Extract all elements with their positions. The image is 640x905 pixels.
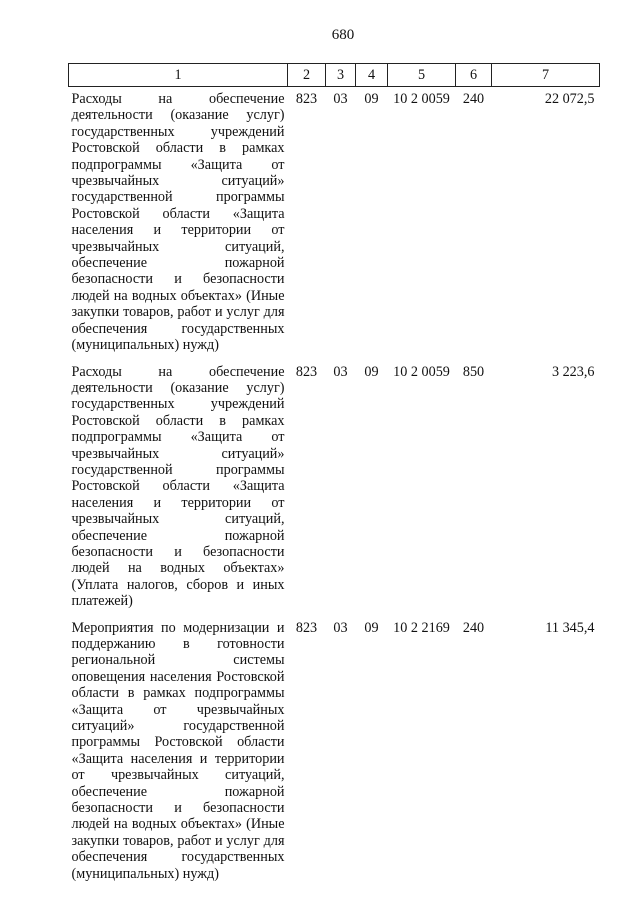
subsection-code: 09 bbox=[364, 619, 379, 636]
header-row bbox=[69, 64, 600, 87]
target-article-code: 10 2 0059 bbox=[393, 363, 450, 380]
column-header: 3 bbox=[326, 64, 356, 87]
ministry-code: 823 bbox=[295, 363, 318, 380]
column-header: 2 bbox=[288, 64, 326, 87]
column-header: 7 bbox=[492, 64, 600, 87]
section-code: 03 bbox=[333, 619, 348, 636]
expense-type-code: 240 bbox=[462, 91, 485, 107]
section-code: 03 bbox=[333, 91, 348, 107]
column-header: 5 bbox=[388, 64, 456, 87]
row-description: Мероприятия по модернизации и поддержанию в готовности региональной системы оповещения населения Ростовской области в рамках подпрограммы «Защита от чрезвычайных ситуаций» государственной программы Ростовской области «Защита населения и территории от чрезвычайных ситуаций, обеспечение пожарной безопасности и безопасности людей на водных объектах» (Иные закупки товаров, работ и услуг для обеспечения государственных (муниципальных) нужд) bbox=[71, 619, 285, 882]
target-article-code: 10 2 0059 bbox=[393, 91, 450, 107]
column-header: 4 bbox=[356, 64, 388, 87]
expense-type-code: 240 bbox=[462, 619, 485, 636]
budget-table bbox=[68, 63, 600, 882]
amount: 22 072,5 bbox=[544, 91, 595, 107]
amount: 3 223,6 bbox=[551, 363, 595, 380]
subsection-code: 09 bbox=[364, 363, 379, 380]
section-code: 03 bbox=[333, 363, 348, 380]
ministry-code: 823 bbox=[295, 619, 318, 636]
table-row bbox=[69, 87, 600, 354]
table-row bbox=[69, 354, 600, 610]
subsection-code: 09 bbox=[364, 91, 379, 107]
amount: 11 345,4 bbox=[545, 619, 595, 636]
table-row bbox=[69, 610, 600, 883]
target-article-code: 10 2 2169 bbox=[393, 619, 450, 636]
column-header: 6 bbox=[456, 64, 492, 87]
page-number: 680 bbox=[331, 27, 355, 43]
expense-type-code: 850 bbox=[462, 363, 485, 380]
ministry-code: 823 bbox=[295, 91, 318, 107]
column-header: 1 bbox=[69, 64, 288, 87]
row-description: Расходы на обеспечение деятельности (оказание услуг) государственных учреждений Ростовской области в рамках подпрограммы «Защита от чрезвычайных ситуаций» государственной программы Ростовской области «Защита населения и территории от чрезвычайных ситуаций, обеспечение пожарной безопасности и безопасности людей на водных объектах» (Иные закупки товаров, работ и услуг для обеспечения государственных (муниципальных) нужд) bbox=[71, 91, 285, 354]
row-description: Расходы на обеспечение деятельности (оказание услуг) государственных учреждений Ростовской области в рамках подпрограммы «Защита от чрезвычайных ситуаций» государственной программы Ростовской области «Защита населения и территории от чрезвычайных ситуаций, обеспечение пожарной безопасности и безопасности людей на водных объектах» (Уплата налогов, сборов и иных платежей) bbox=[71, 363, 285, 610]
